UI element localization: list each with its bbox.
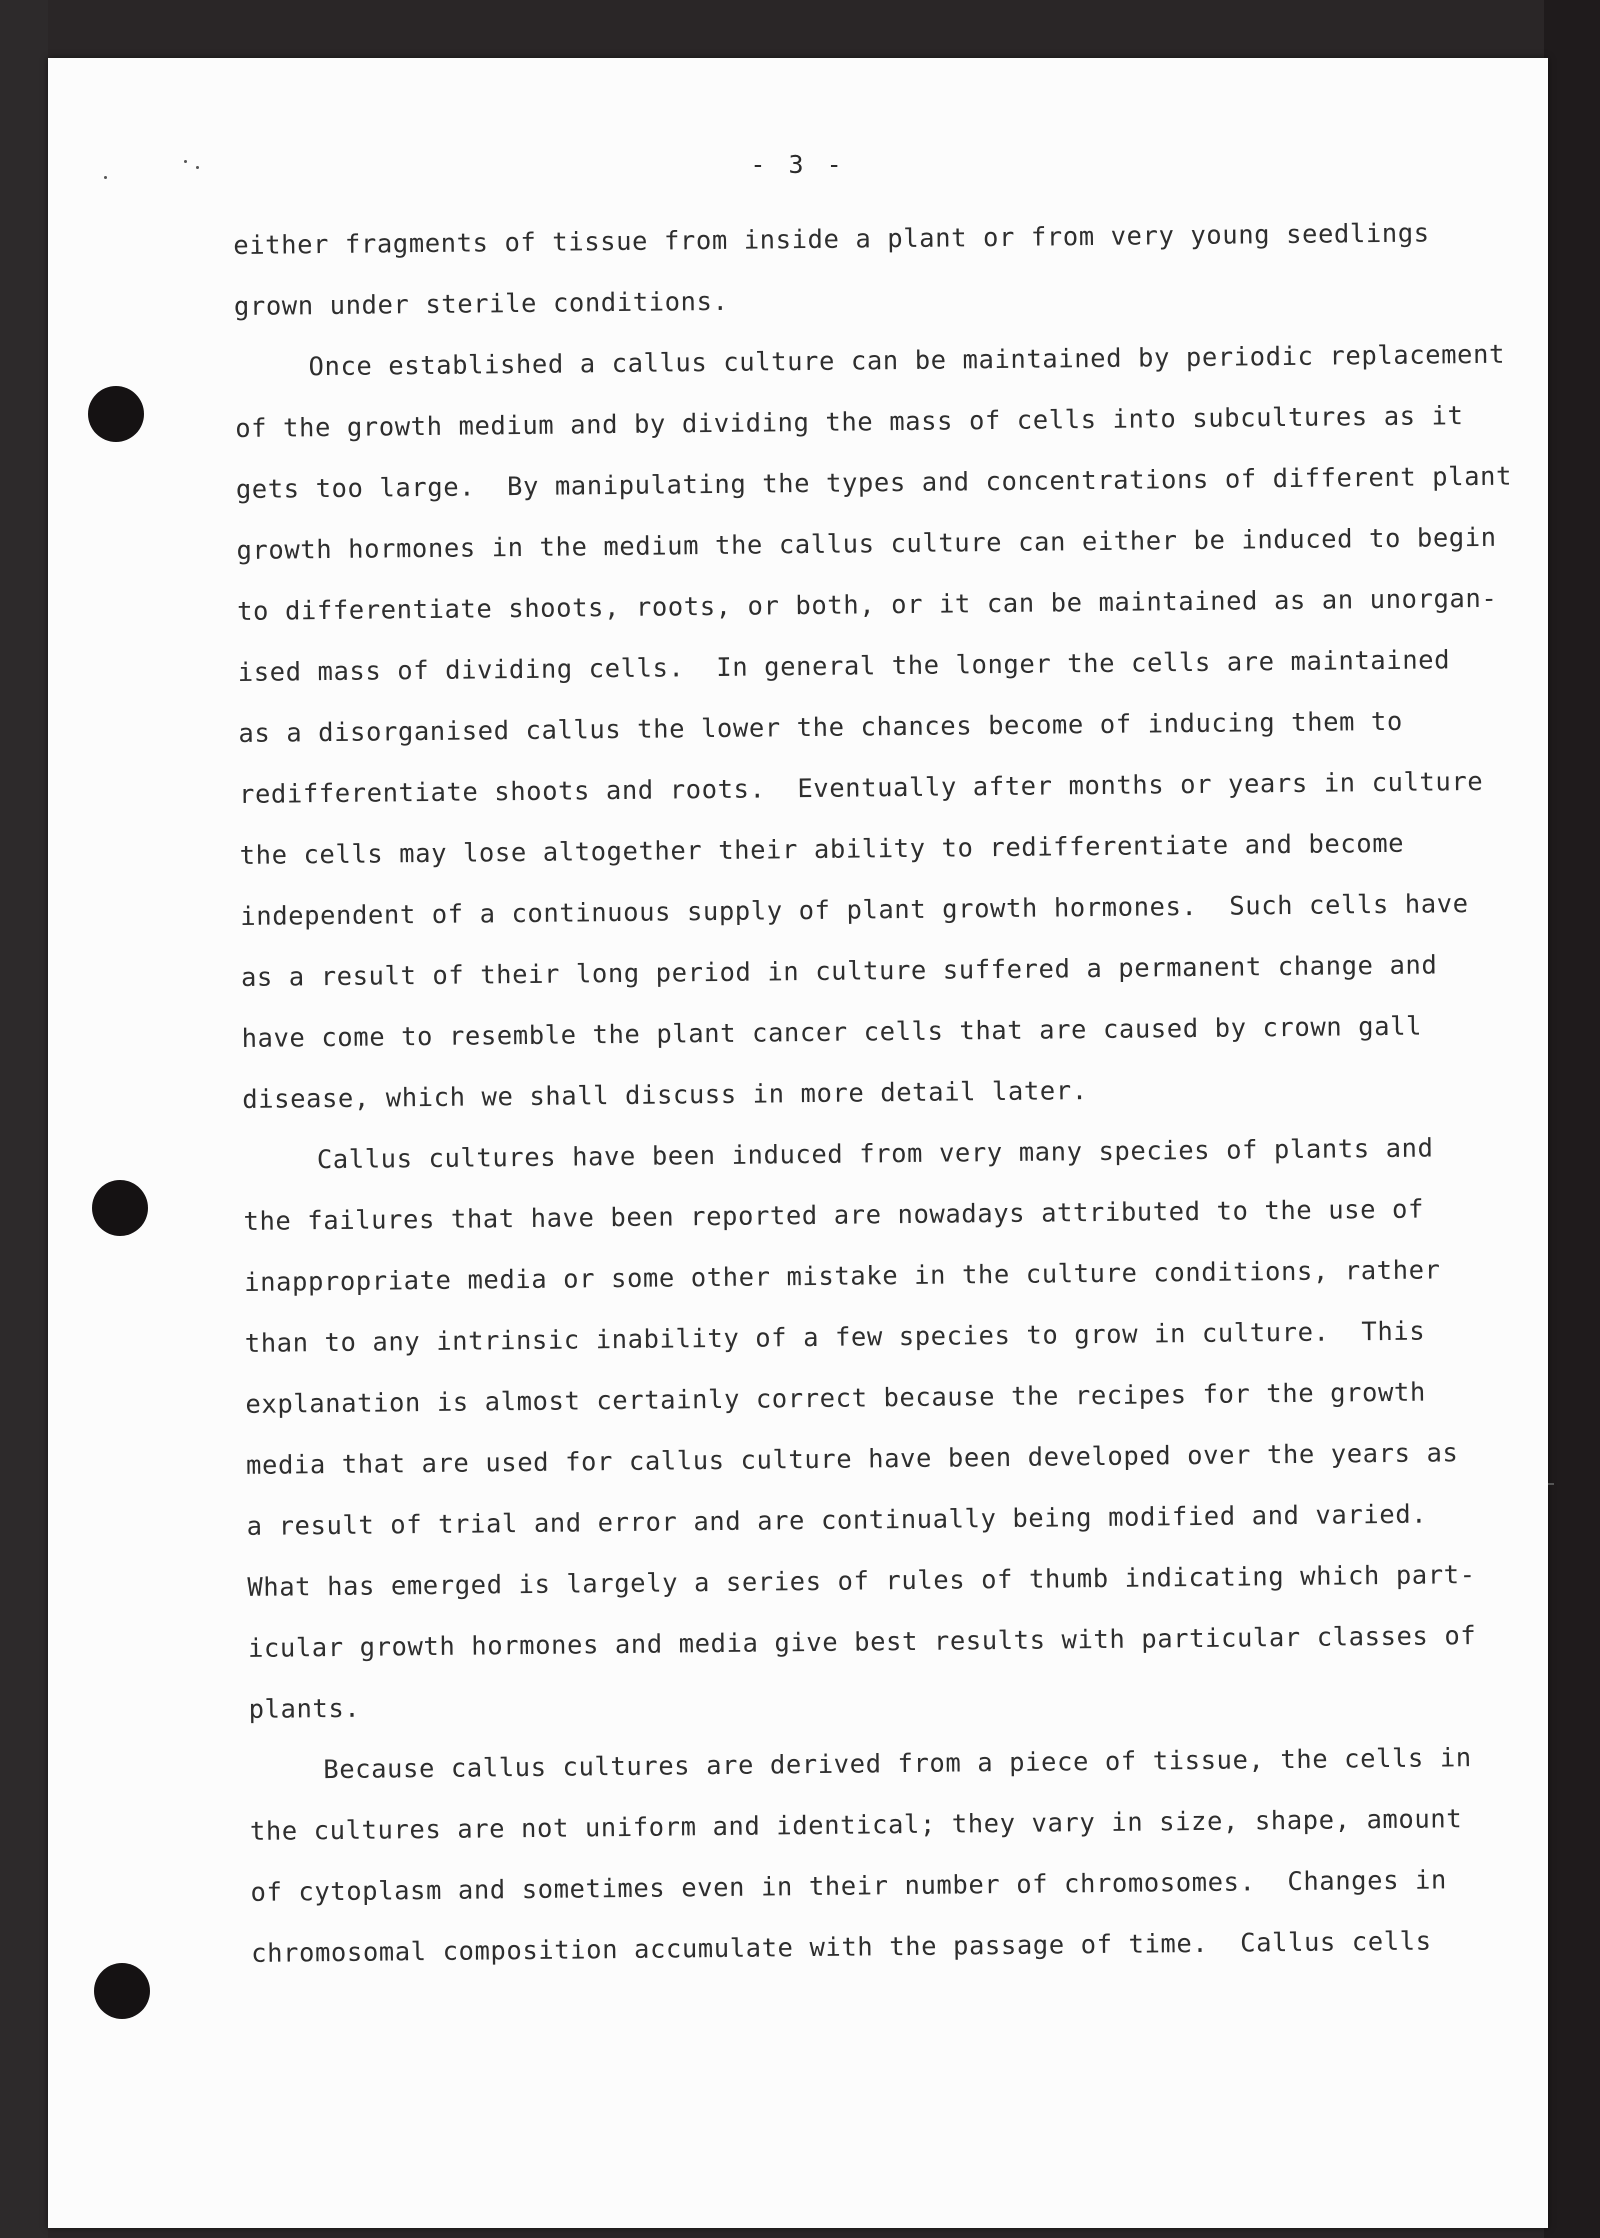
text-line: ised mass of dividing cells. In general the longer the cells are maintained: [237, 645, 1451, 688]
paper-mark: [1548, 1483, 1554, 1485]
text-line: the cultures are not uniform and identical; they vary in size, shape, amount: [249, 1804, 1463, 1847]
text-line: the cells may lose altogether their ability to redifferentiate and become: [239, 828, 1405, 871]
text-line: gets too large. By manipulating the types and concentrations of different plant: [235, 461, 1513, 505]
text-line: grown under sterile conditions.: [233, 286, 729, 322]
text-line: inappropriate media or some other mistake in the culture conditions, rather: [244, 1255, 1441, 1298]
body-text: [233, 203, 1516, 1985]
scanner-background-right: [1544, 0, 1600, 2238]
text-line: of cytoplasm and sometimes even in their number of chromosomes. Changes in: [250, 1865, 1448, 1908]
text-line: explanation is almost certainly correct because the recipes for the growth: [245, 1377, 1427, 1420]
text-line: a result of trial and error and are continually being modified and varied.: [246, 1499, 1428, 1542]
text-line: either fragments of tissue from inside a plant or from very young seedlings: [233, 218, 1430, 261]
text-line: plants.: [248, 1693, 361, 1725]
text-line: of the growth medium and by dividing the mass of cells into subcultures as it: [235, 401, 1464, 444]
page-number: - 3 -: [750, 150, 846, 179]
text-line: icular growth hormones and media give best results with particular classes of: [247, 1621, 1477, 1664]
text-line: than to any intrinsic inability of a few species to grow in culture. This: [244, 1316, 1426, 1359]
punch-hole-middle: [92, 1180, 148, 1236]
paragraph-first-line: Once established a callus culture can be maintained by periodic replacement: [308, 339, 1506, 383]
punch-hole-bottom: [94, 1963, 150, 2019]
paragraph-first-line: Callus cultures have been induced from very many species of plants and: [316, 1133, 1434, 1176]
text-line: as a result of their long period in culture suffered a permanent change and: [240, 950, 1438, 993]
text-line: as a disorganised callus the lower the chances become of inducing them to: [238, 706, 1404, 749]
text-line: What has emerged is largely a series of rules of thumb indicating which part-: [247, 1560, 1476, 1603]
punch-hole-top: [88, 386, 144, 442]
text-line: the failures that have been reported are nowadays attributed to the use of: [243, 1194, 1425, 1237]
text-line: media that are used for callus culture have been developed over the years as: [245, 1438, 1459, 1481]
text-line: independent of a continuous supply of plant growth hormones. Such cells have: [240, 889, 1469, 932]
scanner-background-left: [0, 0, 48, 2238]
text-line: redifferentiate shoots and roots. Eventually after months or years in culture: [238, 766, 1484, 810]
document-page: [48, 58, 1548, 2228]
text-line: have come to resemble the plant cancer cells that are caused by crown gall: [241, 1011, 1423, 1054]
text-line: to differentiate shoots, roots, or both, or it can be maintained as an unorgan-: [236, 583, 1498, 627]
text-line: growth hormones in the medium the callus culture can either be induced to begin: [236, 522, 1497, 566]
text-line: chromosomal composition accumulate with the passage of time. Callus cells: [251, 1926, 1432, 1969]
text-line: disease, which we shall discuss in more detail later.: [242, 1076, 1088, 1115]
paragraph-first-line: Because callus cultures are derived from a piece of tissue, the cells in: [323, 1743, 1472, 1786]
